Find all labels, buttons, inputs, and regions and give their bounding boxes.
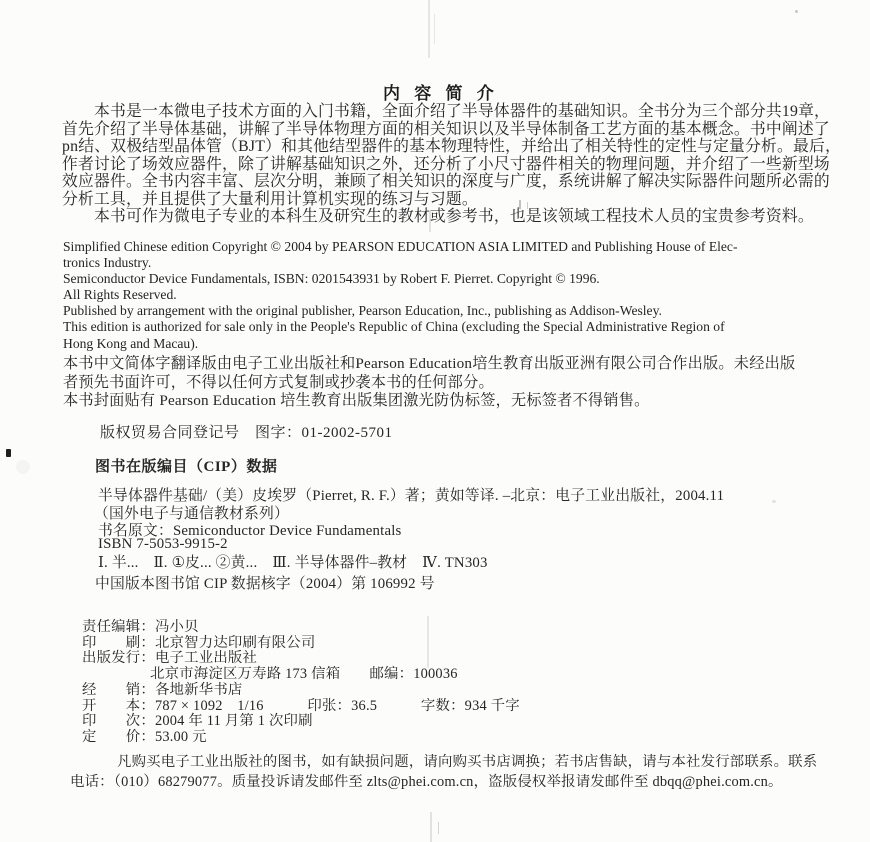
chinese-copyright-line: 本书封面贴有 Pearson Education 培生教育出版集团激光防伪标签，无标签者不得销售。: [63, 392, 650, 410]
scan-artifact-speck: [772, 500, 776, 503]
intro-paragraph: [62, 103, 841, 226]
cip-line: 书名原文：Semiconductor Device Fundamentals: [98, 523, 402, 539]
intro-line: 作者讨论了场效应器件，除了讲解基础知识之外，还分析了小尺寸器件相关的物理问题，并介绍了一些新型场: [62, 155, 830, 173]
english-copyright-line: Simplified Chinese edition Copyright © 2004 by PEARSON EDUCATION ASIA LIMITED and Publishing House of Elec-: [63, 239, 738, 254]
publication-info-line: 印 刷：北京智力达印刷有限公司: [82, 634, 316, 651]
english-copyright-line: Published by arrangement with the original publisher, Pearson Education, Inc., publishing as Addison-Wesley.: [63, 303, 662, 319]
scan-artifact-speck: [16, 460, 30, 474]
copyright-registration-line: 版权贸易合同登记号 图字：01-2002-5701: [100, 425, 393, 441]
chinese-copyright-line: 者预先书面许可，不得以任何方式复制或抄袭本书的任何部分。: [63, 373, 494, 391]
english-copyright-line: This edition is authorized for sale only in the People's Republic of China (excluding the Special Administrative Region of: [63, 319, 725, 335]
intro-line: pn结、双极结型晶体管（BJT）和其他结型器件的基本物理特性，并给出了相关特性的定性与定量分析。最后，: [62, 138, 841, 155]
cip-line-classification: Ⅰ. 半... Ⅱ. ①皮... ②黄... Ⅲ. 半导体器件–教材 Ⅳ. TN303: [98, 555, 488, 571]
scan-artifact-tick: [438, 822, 439, 834]
cip-record-line: 中国版本图书馆 CIP 数据核字（2004）第 106992 号: [95, 576, 435, 592]
content-summary-title: 内 容 简 介: [383, 84, 499, 103]
publication-info-line: 印 次：2004 年 11 月第 1 次印刷: [82, 713, 313, 730]
publication-info-line: 定 价：53.00 元: [82, 728, 207, 745]
english-copyright-line: Semiconductor Device Fundamentals, ISBN: 0201543931 by Robert F. Pierret. Copyright © 1996.: [63, 271, 600, 287]
scan-artifact-speck: [795, 10, 798, 13]
intro-line: 本书是一本微电子技术方面的入门书籍，全面介绍了半导体器件的基础知识。全书分为三个部分共19章，: [94, 103, 831, 120]
intro-line: 首先介绍了半导体基础，讲解了半导体物理方面的相关知识以及半导体制备工艺方面的基本概念。书中阐述了: [62, 120, 830, 138]
cip-line-isbn: ISBN 7-5053-9915-2: [98, 536, 228, 552]
intro-line: 效应器件。全书内容丰富、层次分明，兼顾了相关知识的深度与广度，系统讲解了解决实际器件问题所必需的: [62, 173, 830, 190]
scan-artifact-crease: [428, 0, 430, 58]
chinese-copyright-block: [63, 355, 795, 411]
chinese-copyright-line: 本书中文简体字翻译版由电子工业出版社和Pearson Education培生教育出版亚洲有限公司合作出版。未经出版: [63, 355, 796, 372]
footer-note-line: 凡购买电子工业出版社的图书，如有缺损问题，请向购买书店调换；若书店售缺，请与本社发行部联系。联系: [117, 754, 818, 770]
intro-line: 本书可作为微电子专业的本科生及研究生的教材或参考书，也是该领域工程技术人员的宝贵参考资料。: [94, 208, 814, 225]
english-copyright-line: All Rights Reserved.: [63, 287, 177, 303]
english-copyright-line: Hong Kong and Macau).: [63, 335, 199, 351]
scan-artifact-edge-mark: [6, 449, 11, 457]
intro-line: 分析工具，并且提供了大量利用计算机实现的练习与习题。: [62, 190, 478, 208]
publication-info-block: [82, 620, 520, 746]
cip-line: （国外电子与通信教材系列）: [94, 506, 289, 522]
scan-artifact-crease: [434, 14, 435, 44]
cip-header: 图书在版编目（CIP）数据: [95, 459, 278, 475]
scan-artifact-crease: [430, 812, 432, 842]
publication-info-line: 责任编辑：冯小贝: [82, 619, 199, 635]
publisher-address-line: 北京市海淀区万寿路 173 信箱 邮编：100036: [150, 666, 458, 683]
english-copyright-block: [63, 239, 738, 352]
publication-info-line: 出版发行：电子工业出版社: [82, 650, 258, 667]
english-copyright-line: tronics Industry.: [63, 255, 152, 271]
footer-note-line: 电话：（010）68279077。质量投诉请发邮件至 zlts@phei.com.cn，盗版侵权举报请发邮件至 dbqq@phei.com.cn。: [70, 774, 783, 790]
publication-info-line: 经 销：各地新华书店: [82, 681, 243, 698]
cip-line: 半导体器件基础/（美）皮埃罗（Pierret, R. F.）著；黄如等译. –北京：电子工业出版社，2004.11: [98, 488, 725, 504]
publication-info-line: 开 本：787 × 1092 1/16 印张：36.5 字数：934 千字: [82, 697, 520, 714]
